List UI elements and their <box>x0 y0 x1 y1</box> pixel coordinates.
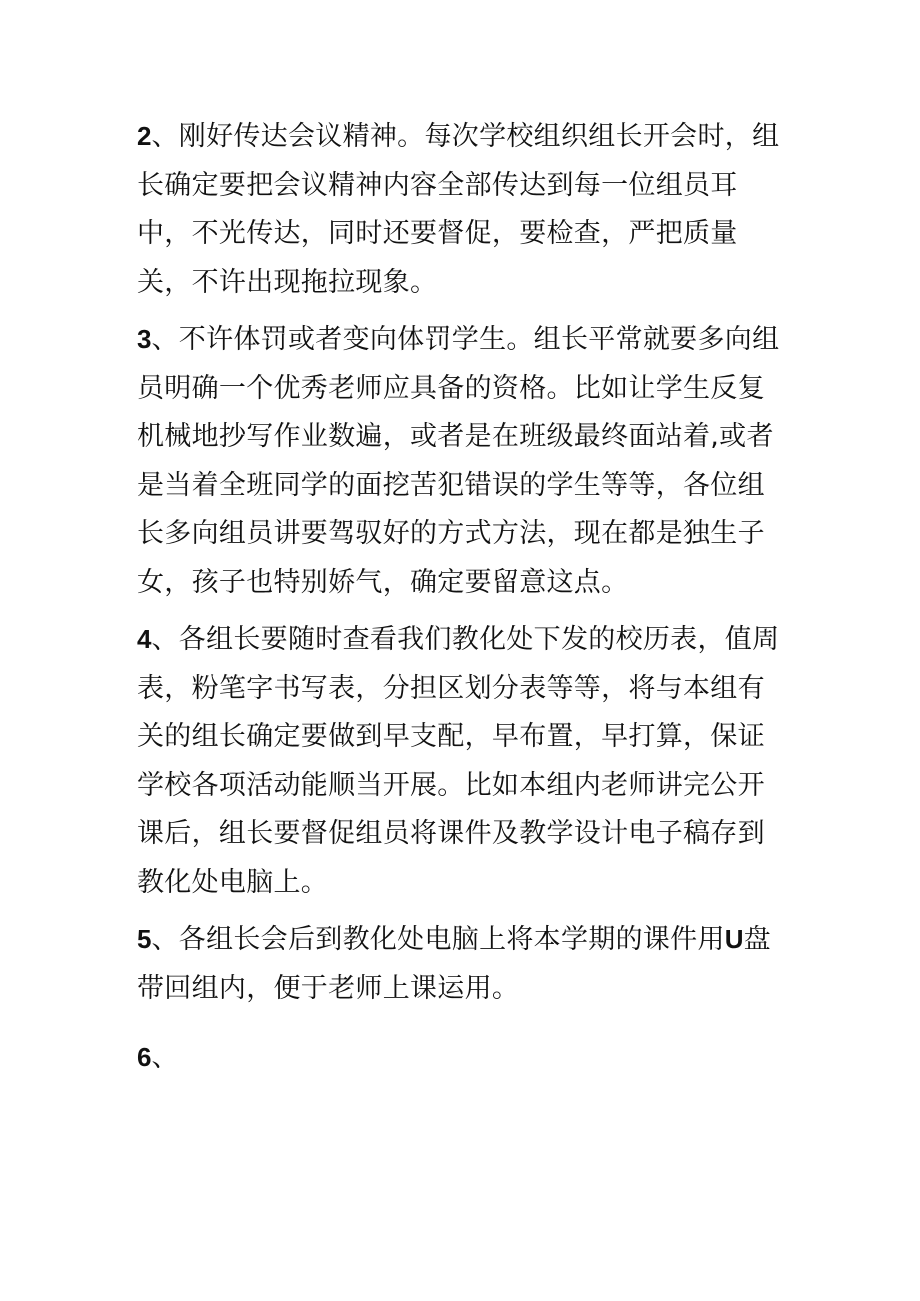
paragraph-text: 、刚好传达会议精神。每次学校组织组长开会时，组长确定要把会议精神内容全部传达到每一位组员耳中，不光传达，同时还要督促，要检查，严把质量关，不许出现拖拉现象。 <box>137 121 780 298</box>
paragraph-text: 、各组长要随时查看我们教化处下发的校历表，值周表，粉笔字书写表，分担区划分表等等，将与本组有关的组长确定要做到早支配，早布置，早打算，保证学校各项活动能顺当开展。比如本组内老师讲完公开课后，组长要督促组员将课件及教学设计电子稿存到教化处电脑上。 <box>137 624 780 898</box>
paragraph-text-before: 、各组长会后到教化处电脑上将本学期的课件用 <box>151 924 725 955</box>
paragraph-number: 3 <box>137 324 152 354</box>
paragraph-4 <box>137 615 787 907</box>
paragraph-number: 2 <box>137 121 152 151</box>
paragraph-3 <box>137 315 787 607</box>
paragraph-text-after: 盘带回组内，便于老师上课运用。 <box>137 924 771 1004</box>
paragraph-6 <box>137 1033 787 1083</box>
paragraph-5 <box>137 915 787 1013</box>
paragraph-number: 5 <box>137 924 152 954</box>
bold-letter: U <box>724 924 744 954</box>
document-body <box>137 112 787 1091</box>
paragraph-number: 6 <box>137 1042 152 1072</box>
paragraph-2 <box>137 112 787 307</box>
paragraph-number: 4 <box>137 624 152 654</box>
paragraph-text: 、不许体罚或者变向体罚学生。组长平常就要多向组员明确一个优秀老师应具备的资格。比如让学生反复机械地抄写作业数遍，或者是在班级最终面站着,或者是当着全班同学的面挖苦犯错误的学生等等，各位组长多向组员讲要驾驭好的方式方法，现在都是独生子女，孩子也特别娇气，确定要留意这点。 <box>137 324 780 598</box>
paragraph-text: 、 <box>151 1042 179 1073</box>
